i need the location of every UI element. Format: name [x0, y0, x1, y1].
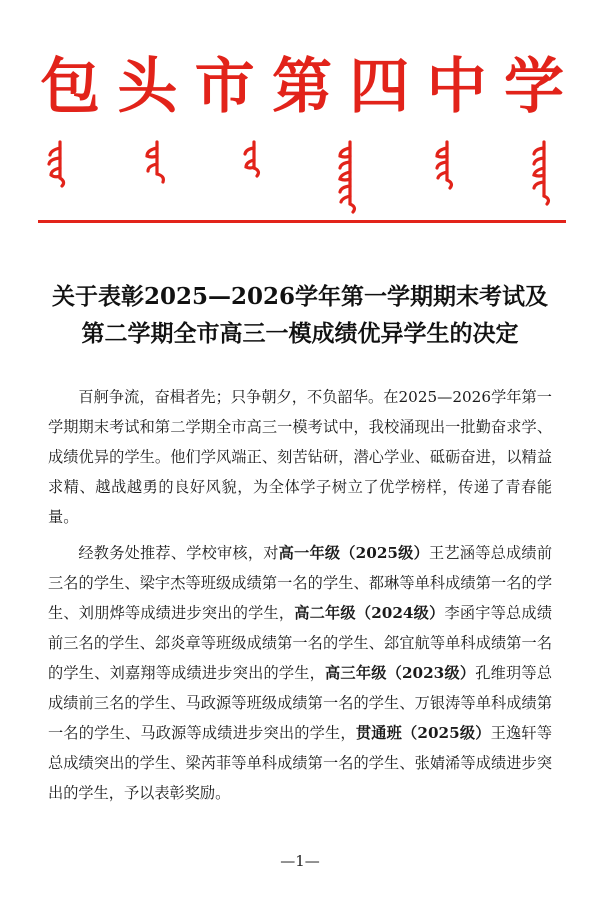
document-body	[48, 382, 552, 814]
mongolian-word-4	[330, 138, 370, 216]
grade-label: 贯通班（2025级）	[355, 724, 491, 742]
page-number: —1—	[280, 852, 320, 870]
paragraph-2-text: 王艺涵等总成绩前三名的学生、梁宇杰等班级成绩第一名的学生、都琳等单科成绩第一名的学生、刘朋烨等成绩进步突出的学生，	[48, 544, 553, 622]
school-name-char: 学	[503, 52, 564, 122]
school-name-char: 包	[40, 52, 100, 122]
paragraph-2-text: 李函宇等总成绩前三名的学生、郐炎章等班级成绩第一名的学生、郐宜航等单科成绩第一名的学生、刘嘉翔等成绩进步突出的学生，	[48, 604, 552, 682]
letterhead-divider	[38, 220, 566, 223]
school-name-char: 中	[426, 52, 487, 122]
grade-label: 高三年级（2023级）	[325, 664, 476, 682]
school-name	[40, 52, 564, 122]
letterhead	[0, 0, 600, 230]
grade-label: 高二年级（2024级）	[294, 604, 445, 622]
grade-label: 高一年级（2025级）	[278, 544, 429, 562]
school-name-char: 第	[271, 52, 332, 122]
school-name-char: 头	[117, 52, 178, 122]
mongolian-word-1	[40, 138, 80, 216]
title-line-1: 关于表彰2025—2026学年第一学期期末考试及	[51, 283, 549, 310]
paragraph-2-text: 经教务处推荐、学校审核，对	[78, 544, 279, 562]
title-line-2: 第二学期全市高三一模成绩优异学生的决定	[81, 320, 519, 347]
mongolian-word-6	[524, 138, 564, 216]
paragraph-2	[48, 538, 552, 808]
paragraph-1: 百舸争流，奋楫者先；只争朝夕，不负韶华。在2025—2026学年第一学期期末考试和第二学期全市高三一模考试中，我校涌现出一批勤奋求学、成绩优异的学生。他们学风端正、刻苦钻研，潜心学业、砥砺奋进，以精益求精、越战越勇的良好风貌，为全体学子树立了优学榜样，传递了青春能量。	[48, 388, 552, 526]
school-name-char: 市	[194, 52, 255, 122]
mongolian-script-name	[40, 138, 564, 216]
school-name-char: 四	[349, 52, 410, 122]
paragraph-2-text: 孔维玥等总成绩前三名的学生、马政源等班级成绩第一名的学生、万银涛等单科成绩第一名的学生、马政源等成绩进步突出的学生，	[48, 664, 552, 742]
mongolian-word-3	[234, 138, 274, 216]
mongolian-word-2	[137, 138, 177, 216]
mongolian-word-5	[427, 138, 467, 216]
document-title	[20, 278, 580, 352]
paragraph-2-text: 王逸轩等总成绩突出的学生、梁芮菲等单科成绩第一名的学生、张婧浠等成绩进步突出的学生，予以表彰奖励。	[48, 724, 552, 802]
